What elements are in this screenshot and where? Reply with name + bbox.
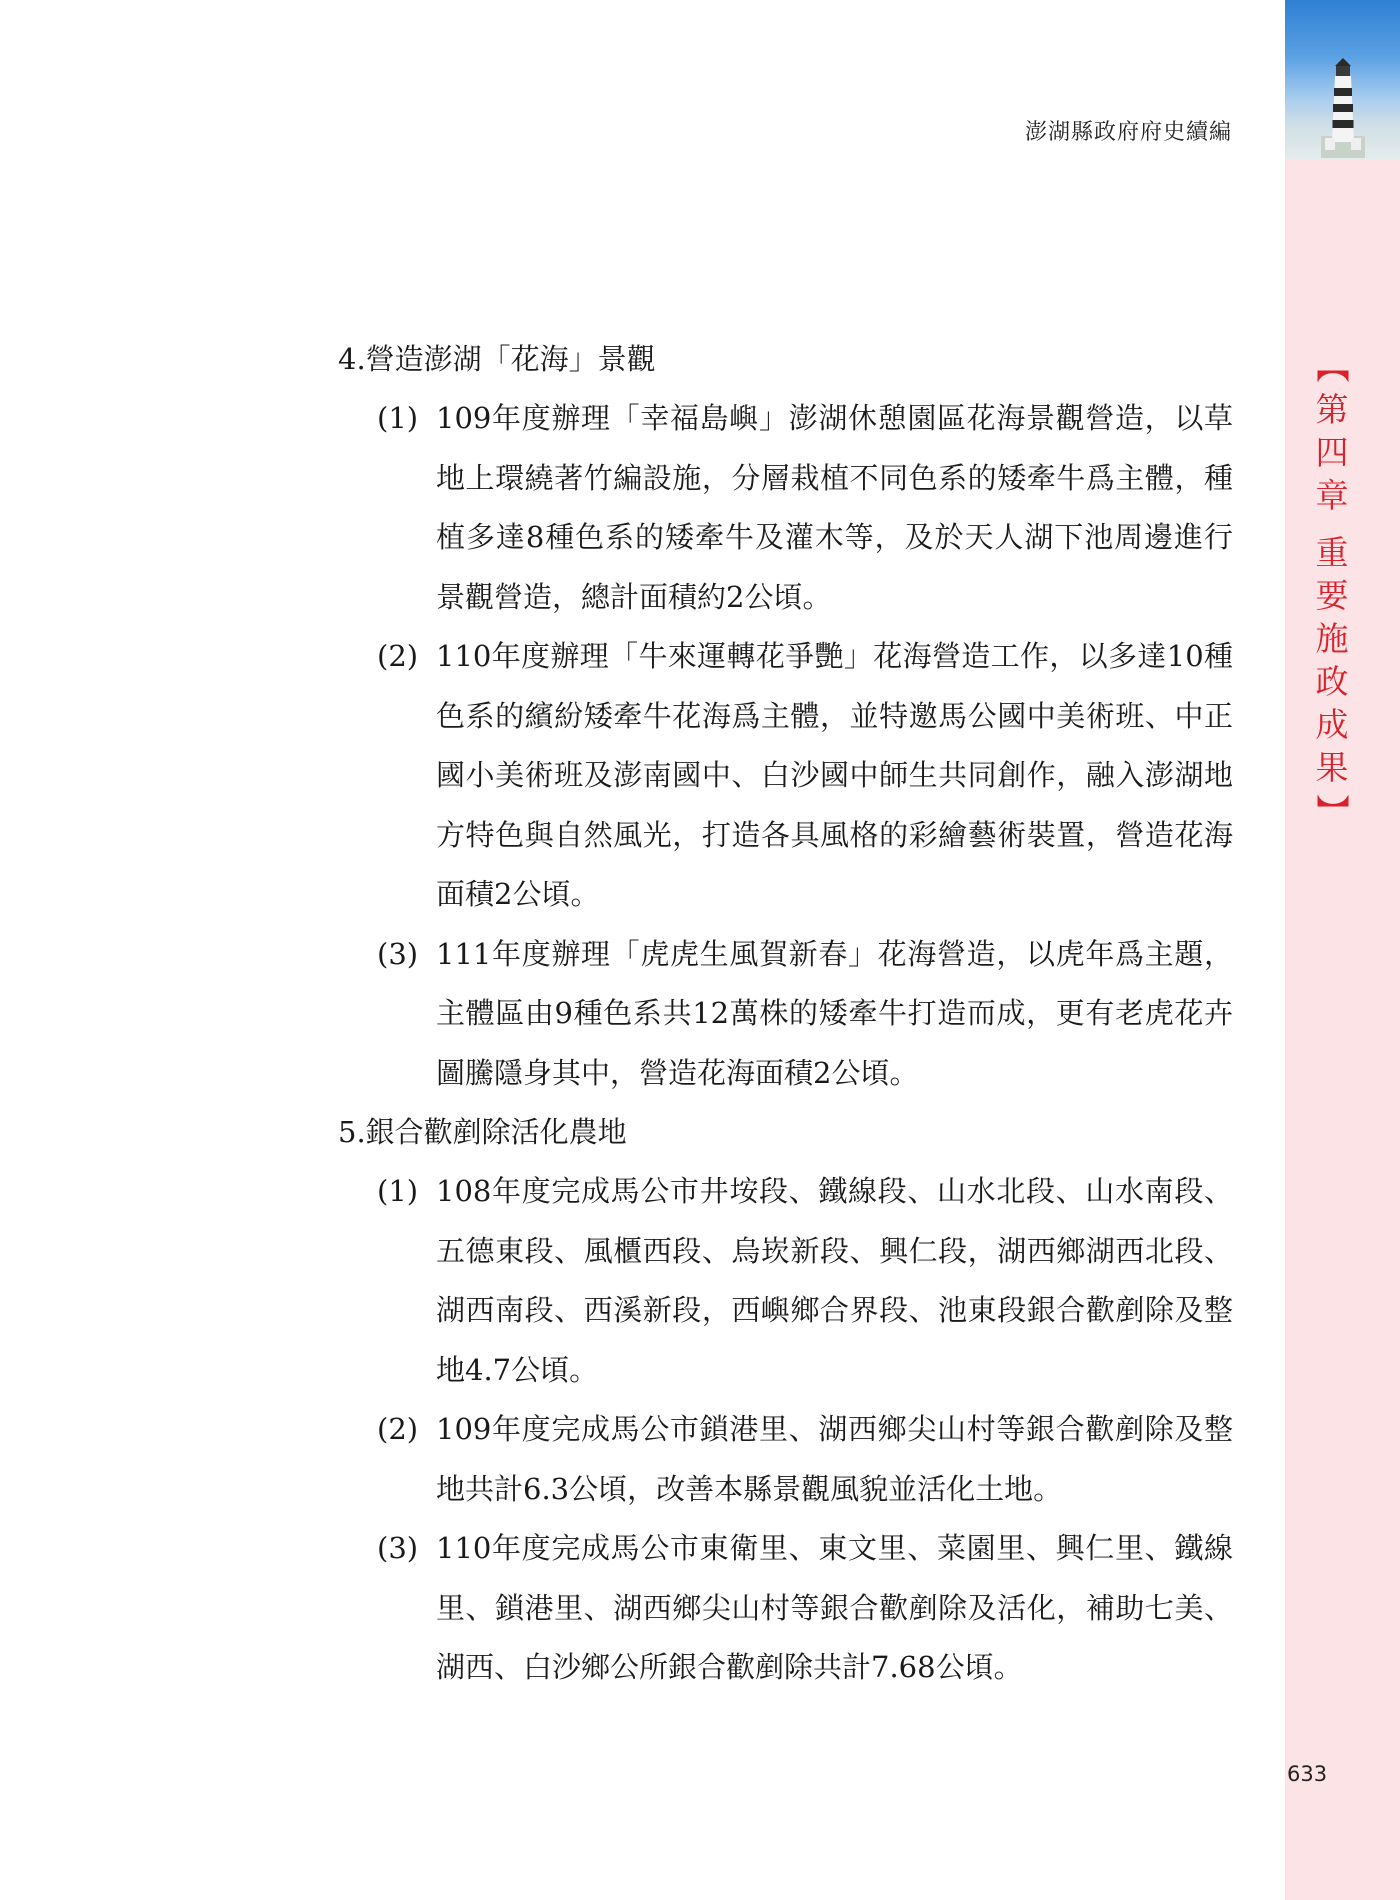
list-item [338, 627, 1233, 925]
item-number: (1) [377, 401, 419, 435]
section-4 [338, 330, 1238, 1103]
item-number: (2) [377, 1412, 419, 1446]
list-item [338, 1162, 1233, 1400]
chapter-tab-char: 成 [1315, 705, 1349, 744]
item-text: 111年度辦理「虎虎生風賀新春」花海營造，以虎年爲主題，主體區由9種色系共12萬株的矮牽牛打造而成，更有老虎花卉圖騰隱身其中，營造花海面積2公頃。 [436, 936, 1233, 1090]
lighthouse-photo [1285, 0, 1400, 160]
page-number: 633 [1287, 1762, 1328, 1786]
chapter-tab-char: 重 [1315, 533, 1349, 572]
running-header: 澎湖縣政府府史續編 [1024, 120, 1232, 145]
list-item [338, 389, 1233, 627]
item-number: (1) [377, 1174, 419, 1208]
chapter-tab [1312, 345, 1352, 832]
item-text: 109年度完成馬公市鎖港里、湖西鄉尖山村等銀合歡剷除及整地共計6.3公頃，改善本縣景觀風貌並活化土地。 [436, 1412, 1233, 1506]
chapter-tab-char: 第 [1315, 390, 1349, 429]
page-body [338, 330, 1238, 1698]
item-text: 110年度辦理「牛來運轉花爭艷」花海營造工作，以多達10種色系的繽紛矮牽牛花海爲主體，並特邀馬公國中美術班、中正國小美術班及澎南國中、白沙國中師生共同創作，融入澎湖地方特色與自然風光，打造各具風格的彩繪藝術裝置，營造花海面積2公頃。 [436, 639, 1233, 911]
chapter-tab-char: 政 [1315, 662, 1349, 701]
section-heading: 4.營造澎湖「花海」景觀 [338, 342, 656, 376]
section-heading: 5.銀合歡剷除活化農地 [338, 1115, 627, 1149]
chapter-tab-open-bracket: 【 [1312, 350, 1352, 383]
list-item [338, 1519, 1233, 1698]
item-text: 108年度完成馬公市井垵段、鐵線段、山水北段、山水南段、五德東段、風櫃西段、烏崁新段、興仁段，湖西鄉湖西北段、湖西南段、西溪新段，西嶼鄉合界段、池東段銀合歡剷除及整地4.7公頃。 [436, 1174, 1233, 1387]
section-5 [338, 1103, 1238, 1698]
item-number: (2) [377, 639, 419, 673]
chapter-tab-char: 要 [1315, 576, 1349, 615]
chapter-tab-char: 四 [1315, 433, 1349, 472]
list-item [338, 925, 1233, 1104]
item-number: (3) [377, 936, 419, 971]
chapter-tab-char: 施 [1315, 619, 1349, 658]
item-number: (3) [377, 1531, 419, 1565]
item-text: 109年度辦理「幸福島嶼」澎湖休憩園區花海景觀營造，以草地上環繞著竹編設施，分層栽植不同色系的矮牽牛爲主體，種植多達8種色系的矮牽牛及灌木等，及於天人湖下池周邊進行景觀營造，總計面積約2公頃。 [436, 401, 1233, 614]
item-text: 110年度完成馬公市東衛里、東文里、菜園里、興仁里、鐵線里、鎖港里、湖西鄉尖山村等銀合歡剷除及活化，補助七美、湖西、白沙鄉公所銀合歡剷除共計7.68公頃。 [436, 1531, 1233, 1684]
chapter-side-strip [1285, 0, 1400, 1900]
chapter-tab-char: 果 [1315, 748, 1349, 787]
lighthouse-icon [1321, 58, 1365, 158]
chapter-tab-close-bracket: 】 [1312, 794, 1352, 827]
chapter-tab-char: 章 [1315, 476, 1349, 515]
list-item [338, 1400, 1233, 1519]
